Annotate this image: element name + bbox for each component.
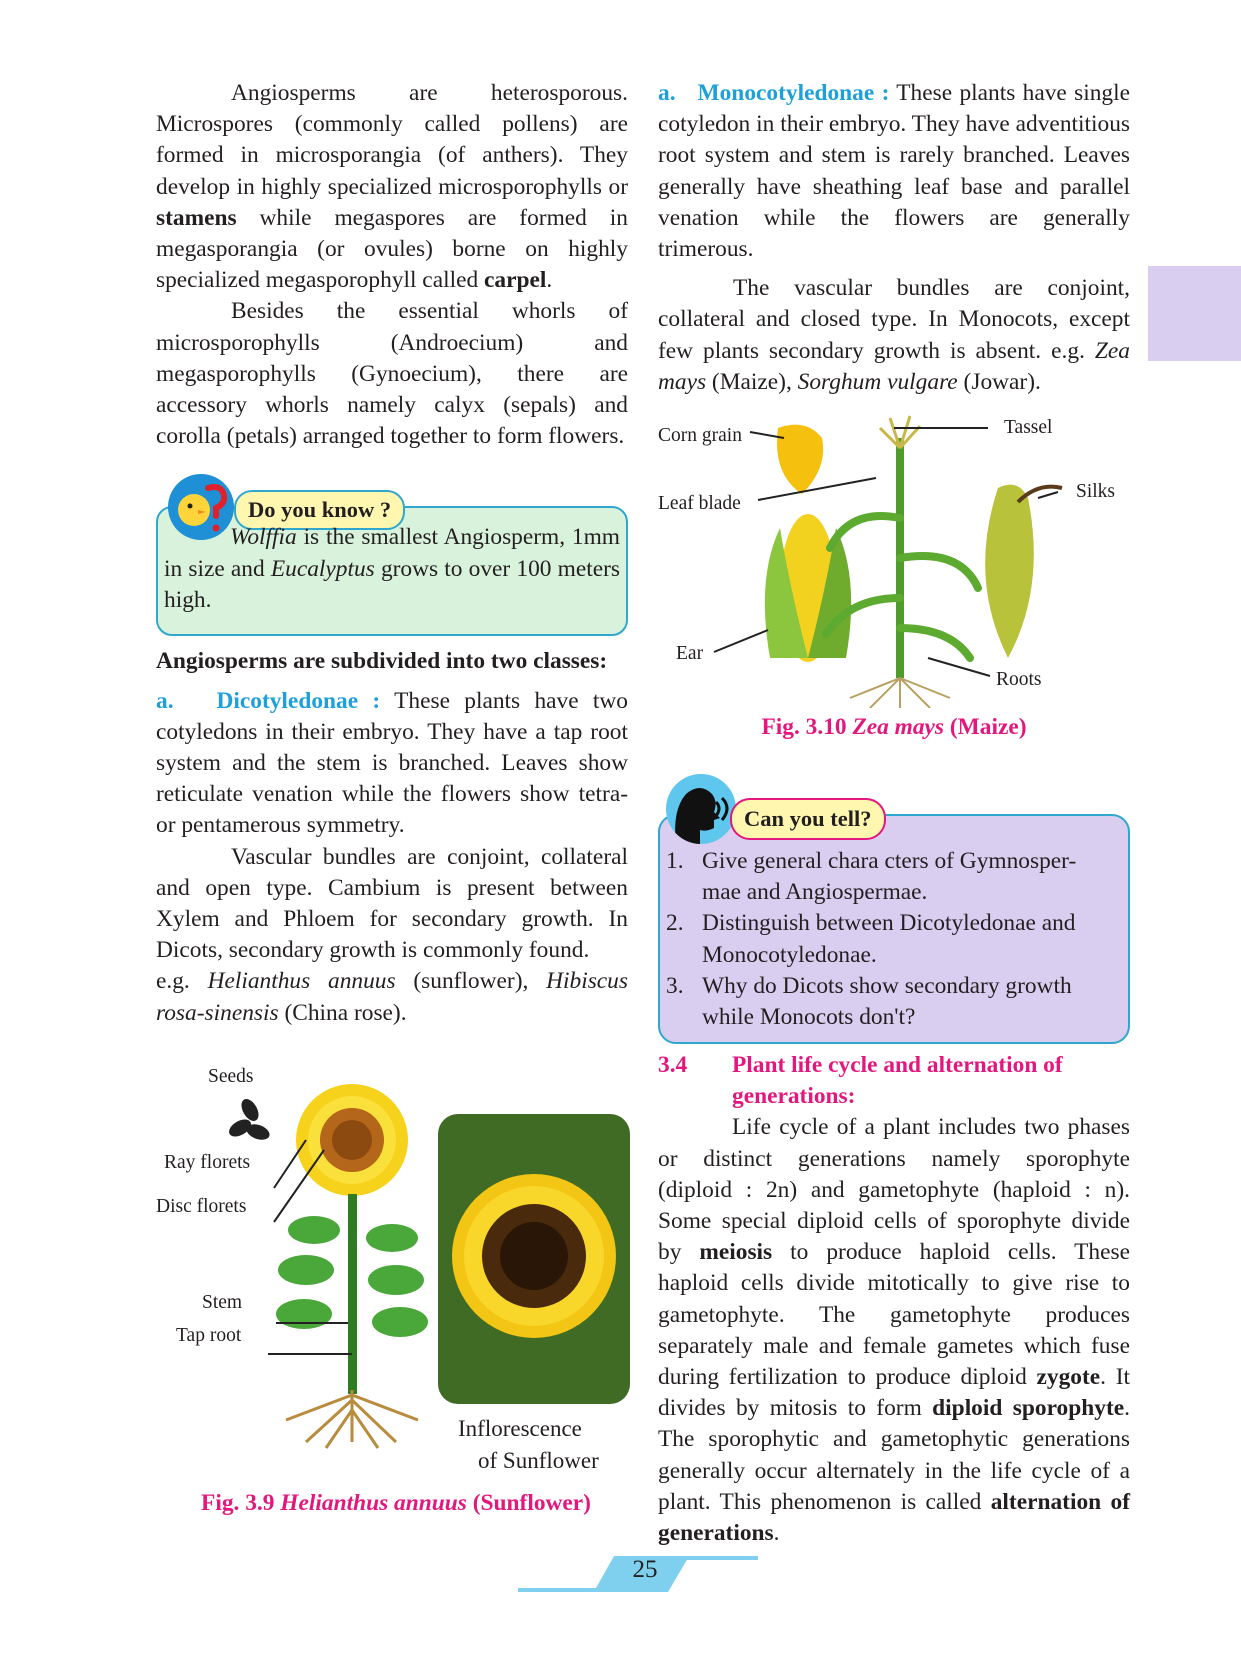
caption-text: Fig. 3.9: [201, 1490, 281, 1516]
text: to produce haploid cells. These haploid cells divide mitotically to give rise to gametophyte. The gametophyte produces separately male and female gametes which fuse during fertilization to produce diploid: [658, 1239, 1130, 1391]
term-carpel: carpel: [484, 267, 547, 294]
list-item: [658, 846, 1120, 908]
label-tassel: Tassel: [1004, 417, 1053, 439]
caption-text: (Maize): [944, 714, 1027, 741]
text: . It divides by mitosis to form: [658, 1364, 1130, 1422]
paragraph-vascular-monocot: [658, 273, 1130, 398]
text: (Jowar).: [957, 368, 1041, 395]
classes-heading: Angiosperms are subdivided into two classes:: [156, 648, 608, 675]
section-number: 3.4: [658, 1052, 688, 1079]
left-column: [156, 78, 628, 1029]
item-text: Give general chara cters of Gymnosper- mae and Angiospermae.: [702, 848, 1077, 906]
can-you-tell-list: [658, 846, 1120, 1033]
text: (Maize),: [706, 368, 798, 395]
right-column: [658, 78, 1130, 1549]
term-eucalyptus: Eucalyptus: [270, 555, 375, 582]
paragraph-whorls: Besides the essential whorls of microsporophylls (Androecium) and megasporophylls (Gynoecium), there are accessory whorls namely calyx (sepals) and corolla (petals) arranged together to form flowers.: [156, 298, 628, 450]
caption-species: Zea mays: [852, 714, 945, 741]
text: .: [773, 1520, 780, 1547]
can-you-tell-box: [658, 774, 1130, 1040]
label-ear: Ear: [676, 643, 704, 665]
maize-plant-illustration: [658, 408, 1130, 708]
text: while megaspores are formed in megasporangia (or ovules) borne on highly specialized megasporophyll called: [156, 204, 628, 294]
label-stem: Stem: [202, 1292, 243, 1313]
paragraph-vascular-dicot: Vascular bundles are conjoint, collateral and open type. Cambium is present between Xylem and Phloem for secondary growth. In Dicots, secondary growth is commonly found.: [156, 843, 628, 964]
do-you-know-box: [156, 474, 628, 632]
paragraph-monocotyledonae: [658, 78, 1130, 265]
page-number: 25: [632, 1556, 658, 1583]
caption-species: Helianthus annuus: [280, 1490, 467, 1516]
text: These plants have two cotyledons in their embryo. They have a tap root system and the stem is branched. Leaves show reticulate venation while the flowers show tetra- or pentamerous symmetry.: [156, 687, 629, 839]
item-text: Distinguish between Dicotyledonae and Monocotyledonae.: [702, 910, 1076, 968]
term-zea-mays: Zea mays: [658, 337, 1130, 395]
figure-caption-3-9: [156, 1490, 636, 1517]
item-number: 2.: [666, 910, 684, 937]
paragraph-heterosporous: [156, 78, 628, 296]
text: These plants have single cotyledon in their embryo. They have adventitious root system and stem is rarely branched. Leaves generally have sheathing leaf base and parallel venation while the flowers are generally trimerous.: [658, 80, 1130, 263]
figure-caption-3-10: [658, 712, 1130, 743]
term-hibiscus: Hibiscus rosa-sinensis: [156, 968, 628, 1026]
item-number: 1.: [666, 848, 684, 875]
list-letter: a.: [658, 80, 676, 106]
do-you-know-title: Do you know ?: [234, 490, 405, 530]
sunflower-plant-illustration: [156, 1070, 636, 1450]
term-zygote: zygote: [1036, 1364, 1101, 1391]
speaking-head-icon: [666, 774, 736, 844]
term-monocotyledonae: Monocotyledonae :: [697, 80, 890, 106]
text: Life cycle of a plant includes two phases or distinct generations namely sporophyte (diploid : 2n) and gametophyte (haploid : n). Some special diploid cells of sporophyte divide by: [658, 1114, 1130, 1266]
term-diploid-sporophyte: diploid sporophyte: [932, 1395, 1125, 1422]
label-seeds: Seeds: [208, 1066, 254, 1087]
term-helianthus: Helianthus annuus: [207, 968, 396, 995]
list-letter: a.: [156, 687, 174, 714]
label-silks: Silks: [1076, 481, 1116, 503]
figure-maize: [658, 408, 1130, 758]
label-ray-florets: Ray florets: [164, 1152, 251, 1173]
label-leaf-blade: Leaf blade: [658, 493, 741, 515]
term-stamens: stamens: [156, 204, 237, 231]
text: . The sporophytic and gametophytic generations generally occur alternately in the life cycle of a plant. This phenomenon is called: [658, 1395, 1130, 1515]
section-title: Plant life cycle and alternation of generations:: [732, 1052, 1063, 1110]
term-sorghum: Sorghum vulgare: [797, 368, 958, 395]
text: The vascular bundles are conjoint, collateral and closed type. In Monocots, except few plants secondary growth is absent. e.g.: [658, 275, 1130, 364]
text: .: [546, 267, 553, 294]
figure-sunflower: [156, 1066, 636, 1540]
item-number: 3.: [666, 972, 684, 999]
list-item: [658, 908, 1120, 970]
term-alternation-of-generations: alternation of generations: [658, 1488, 1130, 1547]
text: grows to over 100 meters high.: [164, 555, 620, 613]
side-tab: [1148, 266, 1241, 361]
term-wolffia: Wolffia: [230, 524, 297, 551]
paragraph-life-cycle: [658, 1112, 1130, 1549]
do-you-know-text: [164, 522, 620, 616]
text: (China rose).: [278, 999, 407, 1026]
label-corn-grain: Corn grain: [658, 425, 742, 447]
item-text: Why do Dicots show secondary growth while Monocots don't?: [702, 972, 1072, 1031]
paragraph-dicot-examples: [156, 966, 628, 1028]
text: Angiosperms are heterosporous. Microspores (commonly called pollens) are formed in microsporangia (of anthers). They develop in highly specialized microsporophylls or: [156, 80, 628, 200]
text: e.g.: [156, 968, 208, 995]
term-dicotyledonae: Dicotyledonae :: [216, 687, 381, 714]
term-meiosis: meiosis: [699, 1239, 773, 1266]
label-inflorescence: Inflorescence: [458, 1416, 582, 1441]
label-roots: Roots: [996, 669, 1042, 691]
caption-text: (Sunflower): [466, 1490, 591, 1516]
label-tap-root: Tap root: [176, 1325, 242, 1346]
can-you-tell-title: Can you tell?: [730, 798, 886, 840]
caption-text: Fig. 3.10: [761, 714, 853, 741]
paragraph-dicotyledonae: [156, 686, 628, 842]
list-item: [658, 971, 1120, 1033]
label-of-sunflower: of Sunflower: [478, 1448, 599, 1473]
text: (sunflower),: [395, 968, 547, 995]
label-disc-florets: Disc florets: [156, 1196, 247, 1217]
text: is the smallest Angiosperm, 1mm in size and: [164, 524, 620, 582]
section-heading-3-4: [658, 1050, 1130, 1112]
